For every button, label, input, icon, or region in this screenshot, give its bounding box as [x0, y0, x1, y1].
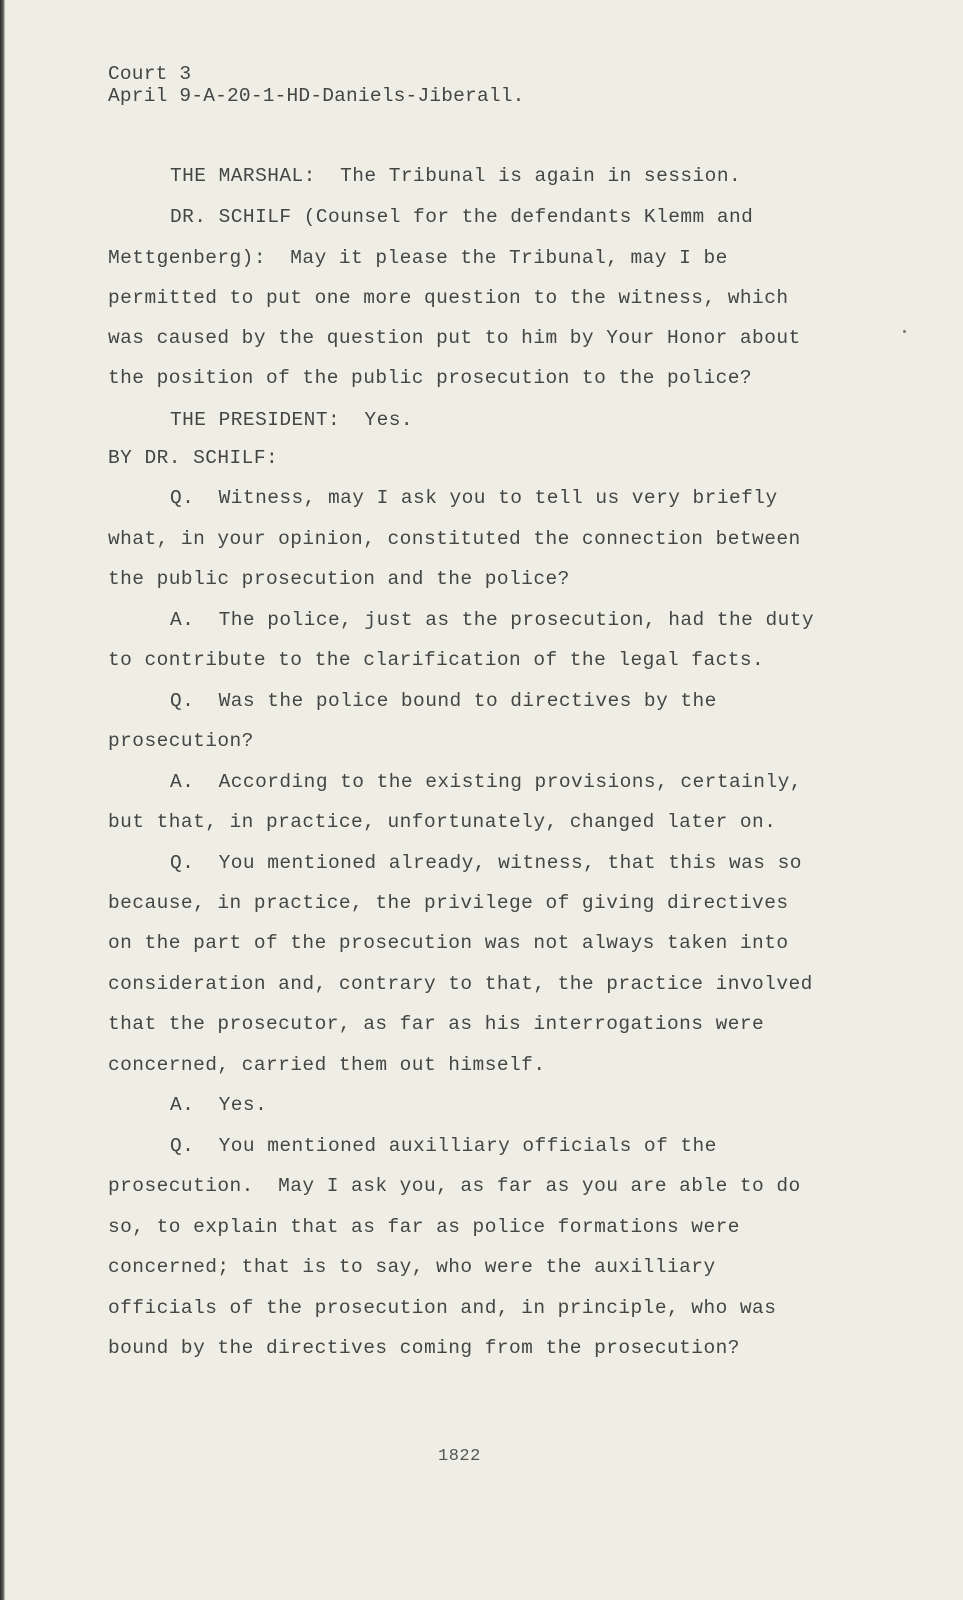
transcript-line: consideration and, contrary to that, the practice involved [108, 973, 813, 995]
transcript-line: prosecution. May I ask you, as far as you are able to do [108, 1175, 801, 1197]
page-header [108, 63, 525, 107]
ink-speck [903, 330, 906, 333]
transcript-line: concerned; that is to say, who were the auxilliary [108, 1256, 716, 1278]
transcript-line: but that, in practice, unfortunately, changed later on. [108, 811, 777, 833]
transcript-line: that the prosecutor, as far as his interrogations were [108, 1013, 765, 1035]
transcript-line: A. The police, just as the prosecution, had the duty [170, 609, 815, 631]
transcript-line: A. Yes. [170, 1094, 268, 1116]
page-edge-shadow [0, 0, 5, 1600]
transcript-line: because, in practice, the privilege of giving directives [108, 892, 789, 914]
transcript-line: on the part of the prosecution was not always taken into [108, 932, 789, 954]
transcript-line: Q. You mentioned already, witness, that this was so [170, 852, 802, 874]
transcript-line: the public prosecution and the police? [108, 568, 570, 590]
transcript-line: Q. Witness, may I ask you to tell us very briefly [170, 487, 778, 509]
transcript-line: Mettgenberg): May it please the Tribunal, may I be [108, 247, 728, 269]
transcript-line: Q. You mentioned auxilliary officials of the [170, 1135, 717, 1157]
transcript-line: DR. SCHILF (Counsel for the defendants Klemm and [170, 206, 754, 228]
transcript-line: A. According to the existing provisions, certainly, [170, 771, 802, 793]
page-number: 1822 [438, 1447, 481, 1466]
transcript-line: bound by the directives coming from the prosecution? [108, 1337, 740, 1359]
court-label: Court 3 [108, 63, 192, 85]
docket-line: April 9-A-20-1-HD-Daniels-Jiberall. [108, 85, 525, 107]
transcript-line: the position of the public prosecution to the police? [108, 367, 753, 389]
transcript-line: prosecution? [108, 730, 254, 752]
transcript-line: THE PRESIDENT: Yes. [170, 409, 414, 431]
transcript-line: Q. Was the police bound to directives by the [170, 690, 717, 712]
transcript-line: permitted to put one more question to the witness, which [108, 287, 789, 309]
transcript-line: was caused by the question put to him by Your Honor about [108, 327, 801, 349]
transcript-line: to contribute to the clarification of the legal facts. [108, 649, 765, 671]
transcript-line: officials of the prosecution and, in principle, who was [108, 1297, 777, 1319]
transcript-line: THE MARSHAL: The Tribunal is again in session. [170, 165, 742, 187]
transcript-line: concerned, carried them out himself. [108, 1054, 546, 1076]
transcript-line: BY DR. SCHILF: [108, 447, 279, 469]
transcript-line: so, to explain that as far as police formations were [108, 1216, 740, 1238]
transcript-line: what, in your opinion, constituted the connection between [108, 528, 801, 550]
